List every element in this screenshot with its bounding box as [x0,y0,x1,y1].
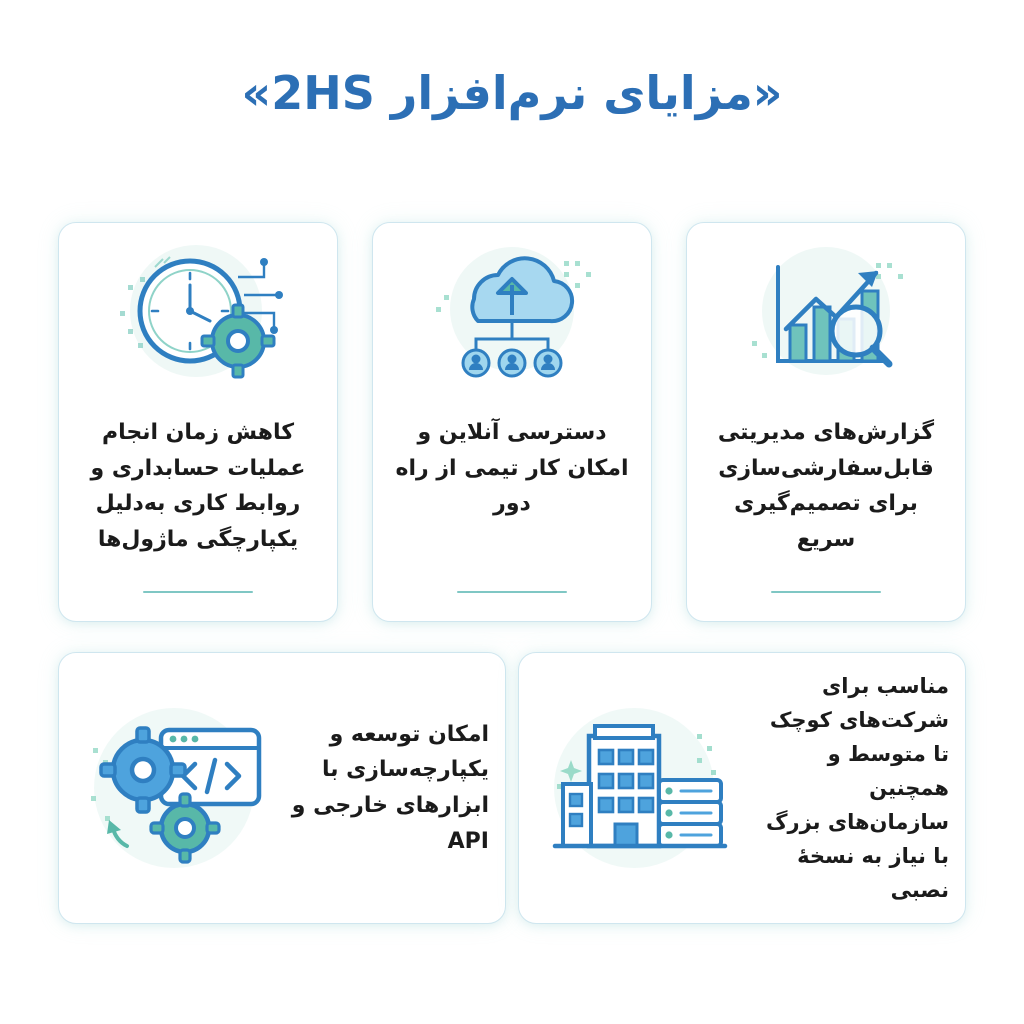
page-title: «مزایای نرم‌افزار 2HS» [241,66,783,120]
benefit-card-5-text: مناسب برای شرکت‌های کوچک تا متوسط و همچنین سازمان‌های بزرگ با نیاز به نسخهٔ نصبی [766,673,949,903]
cloud-users-icon [373,223,651,413]
benefit-card-4-text: امکان توسعه و یکپارچه‌سازی با ابزارهای خارجی و API [291,721,489,854]
building-server-icon [529,683,739,893]
benefit-card-1 [58,222,338,622]
benefit-card-3 [686,222,966,622]
benefit-card-3-text: گزارش‌های مدیریتی قابل‌سفارشی‌سازی برای تصمیم‌گیری سریع [717,420,935,552]
benefit-card-1-text: کاهش زمان انجام عملیات حسابداری و روابط کاری به‌دلیل یکپارچگی ماژول‌ها [90,420,306,552]
card-divider [771,591,881,594]
benefit-card-2-text: دسترسی آنلاین و امکان کار تیمی از راه دور [395,420,629,517]
benefit-card-4 [58,652,506,924]
card-divider [457,591,567,594]
card-divider [143,591,253,594]
benefit-card-5 [518,652,966,924]
benefit-card-2 [372,222,652,622]
chart-magnifier-icon [687,223,965,413]
clock-gear-icon [59,223,337,413]
code-gears-icon [69,683,279,893]
